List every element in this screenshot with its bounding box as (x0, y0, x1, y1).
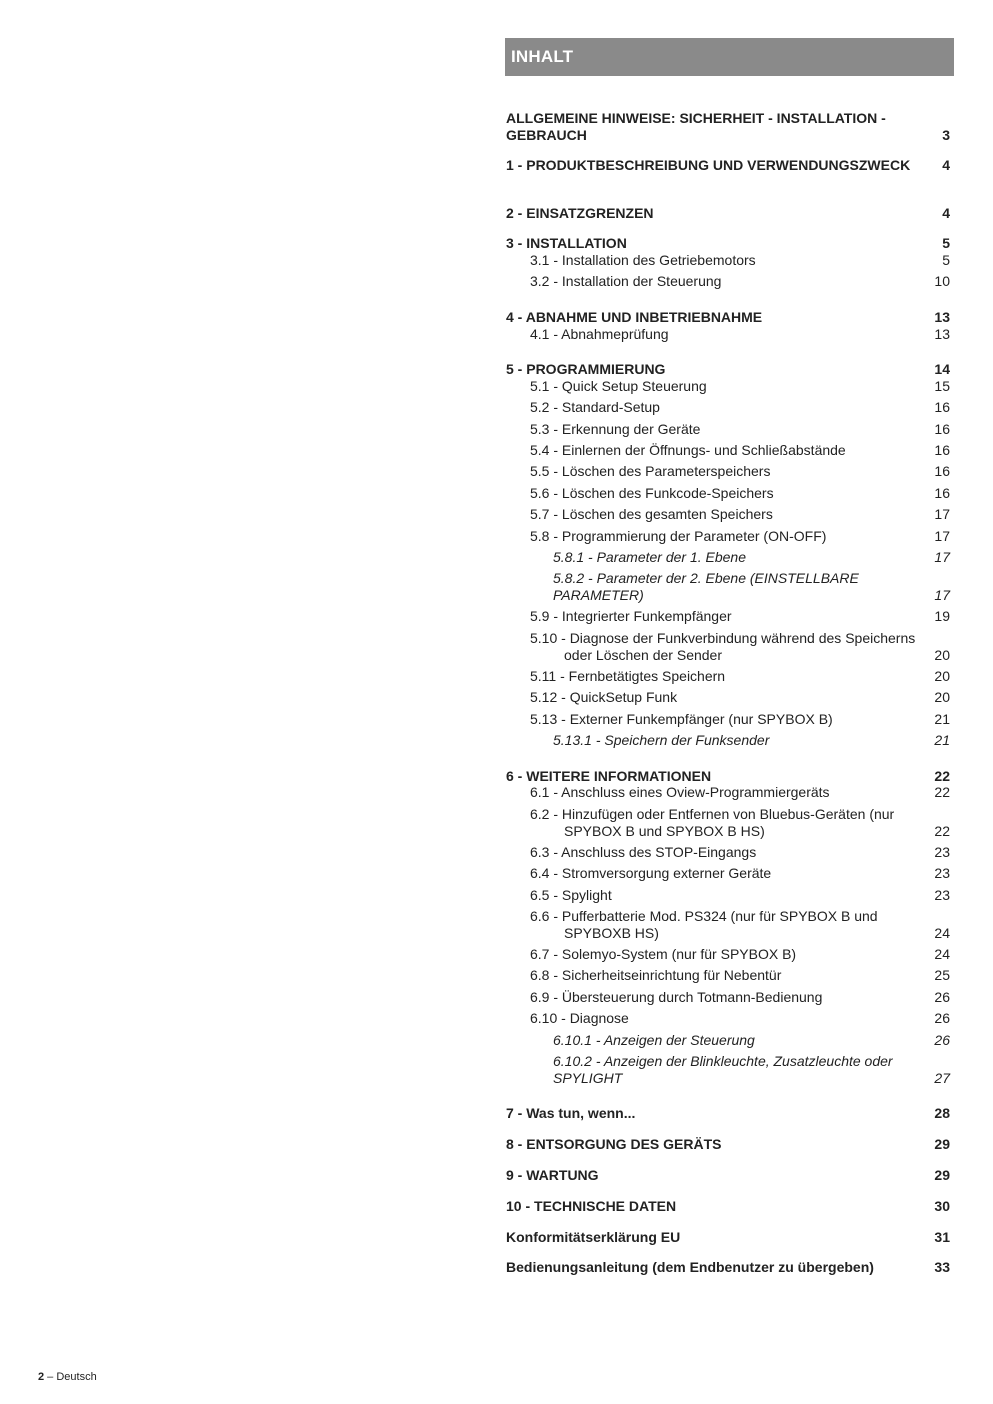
toc-entry (506, 768, 950, 785)
toc-entry-page: 3 (942, 127, 950, 143)
toc-entry-title: 3.1 - Installation des Getriebemotors (530, 252, 756, 268)
toc-entry (506, 485, 950, 502)
toc-entry (506, 1198, 950, 1215)
toc-entry-title: 8 - ENTSORGUNG DES GERÄTS (506, 1136, 722, 1152)
toc-entry-title: 6.8 - Sicherheitseinrichtung für Nebentür (530, 967, 782, 983)
toc-entry-page: 20 (934, 647, 950, 663)
toc-entry (506, 806, 950, 840)
toc-entry (506, 361, 950, 378)
toc-entry (506, 989, 950, 1006)
toc-entry-page: 16 (934, 399, 950, 415)
toc-entry-page: 33 (934, 1259, 950, 1275)
toc-entry-page: 20 (934, 668, 950, 684)
toc-entry (506, 784, 950, 801)
toc-entry-title: 6.1 - Anschluss eines Oview-Programmiergeräts (530, 784, 830, 800)
toc-entry-title: 1 - PRODUKTBESCHREIBUNG UND VERWENDUNGSZWECK (506, 157, 911, 173)
toc-entry-page: 21 (934, 732, 950, 748)
toc-entry-page: 17 (934, 528, 950, 544)
toc-entry (506, 1229, 950, 1246)
toc-entry-title: 5.10 - Diagnose der Funkverbindung während des Speicherns oder Löschen der Sender (530, 630, 916, 663)
toc-entry-page: 22 (934, 784, 950, 800)
toc-entry-title: 5.13.1 - Speichern der Funksender (553, 732, 770, 748)
toc-entry (506, 865, 950, 882)
toc-entry (506, 689, 950, 706)
toc-entry (506, 205, 950, 222)
toc-entry (506, 668, 950, 685)
footer-language: Deutsch (56, 1371, 97, 1383)
toc-entry (506, 608, 950, 625)
toc-entry (506, 732, 950, 749)
toc-entry (506, 1259, 950, 1276)
toc-entry-title: 5.8 - Programmierung der Parameter (ON-OFF) (530, 528, 827, 544)
toc-entry (506, 1010, 950, 1027)
toc-entry-page: 30 (934, 1198, 950, 1214)
toc-entry-title: 6.3 - Anschluss des STOP-Eingangs (530, 844, 757, 860)
toc-entry-title: 2 - EINSATZGRENZEN (506, 205, 654, 221)
toc-entry-page: 5 (942, 235, 950, 251)
footer-page-number: 2 (38, 1371, 45, 1383)
toc-entry-page: 13 (934, 326, 950, 342)
toc-entry-title: 6.10.1 - Anzeigen der Steuerung (553, 1032, 755, 1048)
toc-entry (506, 908, 950, 942)
toc-entry-page: 17 (934, 506, 950, 522)
toc-entry (506, 273, 950, 290)
toc-entry-title: 5.4 - Einlernen der Öffnungs- und Schließabstände (530, 442, 846, 458)
toc-entry (506, 844, 950, 861)
toc-entry (506, 463, 950, 480)
toc-entry-page: 17 (934, 549, 950, 565)
toc-entry-title: 6.4 - Stromversorgung externer Geräte (530, 865, 772, 881)
toc-entry-page: 13 (934, 309, 950, 325)
toc-entry-title: 5.13 - Externer Funkempfänger (nur SPYBOX B) (530, 711, 833, 727)
toc-entry-title: 5.9 - Integrierter Funkempfänger (530, 608, 732, 624)
toc-entry-page: 26 (934, 1032, 950, 1048)
toc-entry (506, 442, 950, 459)
toc-entry-page: 17 (934, 587, 950, 603)
toc-entry (506, 967, 950, 984)
toc-entry-title: 4 - ABNAHME UND INBETRIEBNAHME (506, 309, 763, 325)
toc-entry-page: 22 (934, 768, 950, 784)
toc-heading: INHALT (505, 38, 954, 76)
toc-entry-title: Konformitätserklärung EU (506, 1229, 681, 1245)
toc-entry (506, 528, 950, 545)
toc-entry-title: 6 - WEITERE INFORMATIONEN (506, 768, 712, 784)
toc-entry (506, 1167, 950, 1184)
toc-entry (506, 1136, 950, 1153)
toc-entry-title: 6.9 - Übersteuerung durch Totmann-Bedienung (530, 989, 823, 1005)
toc-entry-page: 21 (934, 711, 950, 727)
toc-entry-title: 9 - WARTUNG (506, 1167, 599, 1183)
toc-entry-title: Bedienungsanleitung (dem Endbenutzer zu übergeben) (506, 1259, 874, 1275)
toc-entry (506, 421, 950, 438)
toc-entry (506, 887, 950, 904)
toc-entry-page: 14 (934, 361, 950, 377)
toc-entry (506, 630, 950, 664)
toc-entry-title: ALLGEMEINE HINWEISE: SICHERHEIT - INSTALLATION - GEBRAUCH (506, 110, 886, 143)
toc-entry-page: 23 (934, 887, 950, 903)
toc-entry-title: 5 - PROGRAMMIERUNG (506, 361, 666, 377)
toc-entry-page: 4 (942, 205, 950, 221)
toc-entry-title: 5.11 - Fernbetätigtes Speichern (530, 668, 726, 684)
toc-entry-title: 6.7 - Solemyo-System (nur für SPYBOX B) (530, 946, 797, 962)
toc-entry-page: 20 (934, 689, 950, 705)
toc-entry (506, 157, 950, 174)
toc-entry (506, 1053, 950, 1087)
toc-entry-page: 16 (934, 421, 950, 437)
toc-entry-page: 4 (942, 157, 950, 173)
toc-entry-page: 19 (934, 608, 950, 624)
toc-entry (506, 252, 950, 269)
toc-entry-title: 10 - TECHNISCHE DATEN (506, 1198, 677, 1214)
toc-entry-title: 7 - Was tun, wenn... (506, 1105, 636, 1121)
toc-entry-page: 31 (934, 1229, 950, 1245)
toc-entry-page: 26 (934, 989, 950, 1005)
toc-entry-page: 10 (934, 273, 950, 289)
toc-entry-page: 23 (934, 865, 950, 881)
toc-entry-page: 16 (934, 463, 950, 479)
toc-entry-page: 29 (934, 1167, 950, 1183)
page-footer (38, 1371, 97, 1383)
toc-entry-page: 22 (934, 823, 950, 839)
toc-entry-title: 6.2 - Hinzufügen oder Entfernen von Bluebus-Geräten (nur SPYBOX B und SPYBOX B HS) (530, 806, 895, 839)
toc-entry (506, 1032, 950, 1049)
toc-entry-page: 25 (934, 967, 950, 983)
toc-entry-title: 6.10.2 - Anzeigen der Blinkleuchte, Zusatzleuchte oder SPYLIGHT (553, 1053, 893, 1086)
toc-entry-page: 29 (934, 1136, 950, 1152)
toc-entry-title: 5.6 - Löschen des Funkcode-Speichers (530, 485, 774, 501)
toc-entry (506, 235, 950, 252)
toc-entry (506, 326, 950, 343)
toc-entry (506, 506, 950, 523)
toc-entry-page: 28 (934, 1105, 950, 1121)
toc-entry-title: 5.7 - Löschen des gesamten Speichers (530, 506, 773, 522)
toc-entry-title: 6.6 - Pufferbatterie Mod. PS324 (nur für SPYBOX B und SPYBOXB HS) (530, 908, 878, 941)
toc-entry-title: 5.5 - Löschen des Parameterspeichers (530, 463, 771, 479)
toc-entry (506, 309, 950, 326)
toc-entry-title: 6.5 - Spylight (530, 887, 612, 903)
toc-entry-page: 24 (934, 925, 950, 941)
toc-entry-page: 16 (934, 442, 950, 458)
toc-entry-title: 5.8.2 - Parameter der 2. Ebene (EINSTELLBARE PARAMETER) (553, 570, 859, 603)
footer-separator: – (44, 1371, 57, 1383)
toc-entry-title: 5.1 - Quick Setup Steuerung (530, 378, 707, 394)
toc-entry-page: 24 (934, 946, 950, 962)
toc-entry-page: 5 (942, 252, 950, 268)
toc-entry-title: 5.8.1 - Parameter der 1. Ebene (553, 549, 746, 565)
toc-entry (506, 711, 950, 728)
toc-entry-page: 26 (934, 1010, 950, 1026)
toc-entry (506, 946, 950, 963)
toc-entry-title: 3 - INSTALLATION (506, 235, 627, 251)
toc-entry-page: 15 (934, 378, 950, 394)
toc-entry-page: 16 (934, 485, 950, 501)
toc-entry-title: 5.12 - QuickSetup Funk (530, 689, 678, 705)
toc-entry (506, 110, 950, 144)
toc-entry-page: 27 (934, 1070, 950, 1086)
toc-entry (506, 399, 950, 416)
toc-entry-title: 4.1 - Abnahmeprüfung (530, 326, 669, 342)
toc-entry (506, 570, 950, 604)
toc-entry-page: 23 (934, 844, 950, 860)
toc-entry (506, 1105, 950, 1122)
toc-entry (506, 378, 950, 395)
toc-entry-title: 5.3 - Erkennung der Geräte (530, 421, 701, 437)
toc-entry-title: 3.2 - Installation der Steuerung (530, 273, 722, 289)
toc-entry-title: 5.2 - Standard-Setup (530, 399, 660, 415)
toc-entry (506, 549, 950, 566)
toc-entry-title: 6.10 - Diagnose (530, 1010, 629, 1026)
